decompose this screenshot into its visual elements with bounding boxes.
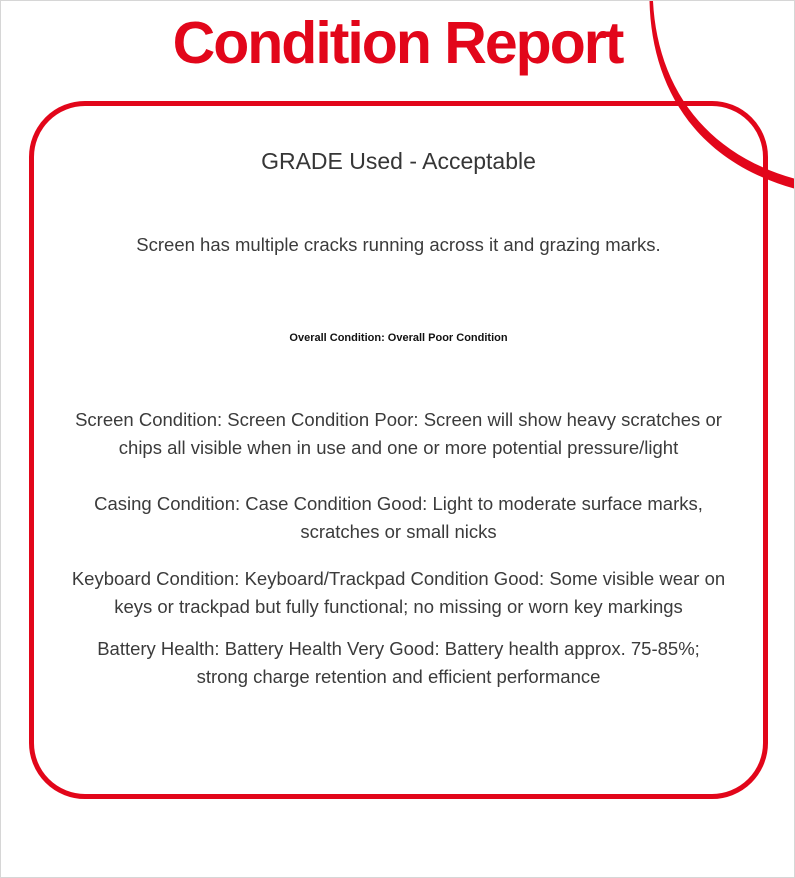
grade-heading: GRADE Used - Acceptable xyxy=(261,148,536,174)
page-title: Condition Report xyxy=(172,10,623,76)
summary-text: Screen has multiple cracks running across it and grazing marks. xyxy=(136,234,661,255)
battery-health-text: Battery Health: Battery Health Very Good: Battery health approx. 75-85%; strong charge retention and efficient performance xyxy=(97,638,700,687)
report-box xyxy=(29,101,768,799)
overall-condition-text: Overall Condition: Overall Poor Condition xyxy=(289,332,508,344)
screen-condition-text: Screen Condition: Screen Condition Poor: Screen will show heavy scratches or chips all visible when in use and one or more potential pressure/light xyxy=(75,409,722,458)
keyboard-condition-text: Keyboard Condition: Keyboard/Trackpad Condition Good: Some visible wear on keys or trackpad but fully functional; no missing or worn key markings xyxy=(71,568,726,617)
casing-condition-text: Casing Condition: Case Condition Good: Light to moderate surface marks, scratches or small nicks xyxy=(94,493,703,542)
